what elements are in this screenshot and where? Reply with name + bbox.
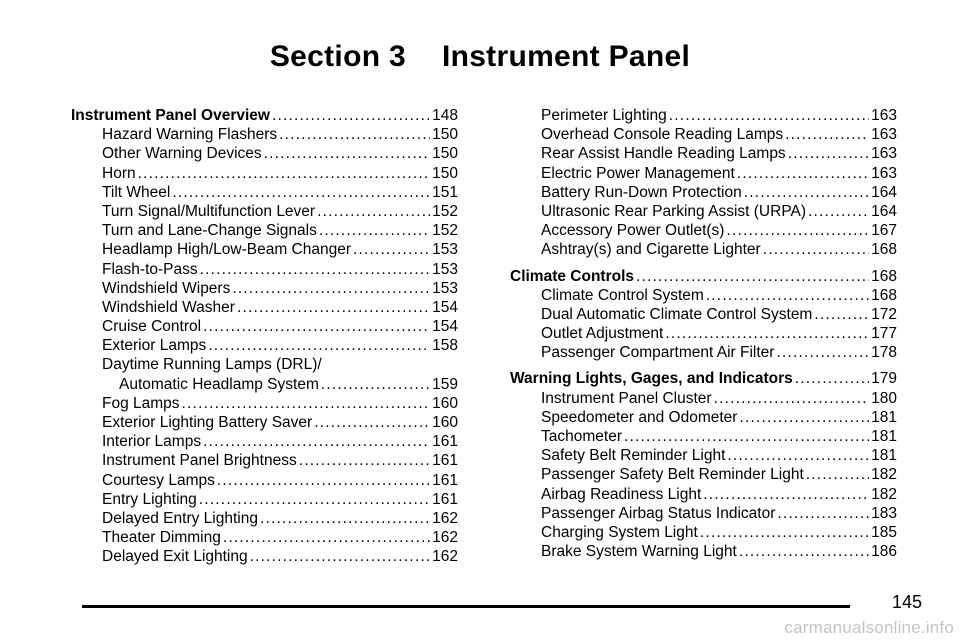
- toc-entry[interactable]: [510, 286, 897, 305]
- toc-page-number: 160: [432, 414, 458, 431]
- toc-entry[interactable]: [71, 547, 458, 566]
- dot-leader: [317, 202, 430, 221]
- toc-page-number: 181: [871, 447, 897, 465]
- toc-page-number: 150: [432, 126, 458, 144]
- toc-page-number: 163: [871, 107, 897, 124]
- toc-entry-title: Exterior Lighting Battery Saver: [102, 414, 313, 431]
- dot-leader: [700, 523, 869, 542]
- section-title: [0, 40, 960, 74]
- toc-heading[interactable]: [510, 369, 897, 388]
- dot-leader: [272, 106, 430, 125]
- toc-entry-title: Courtesy Lamps: [102, 471, 215, 489]
- toc-entry-title: Automatic Headlamp System: [119, 375, 319, 393]
- dot-leader: [217, 471, 430, 490]
- toc-entry[interactable]: [71, 336, 458, 355]
- toc-heading[interactable]: [71, 106, 458, 125]
- dot-leader: [208, 336, 430, 355]
- toc-entry-title: Warning Lights, Gages, and Indicators: [510, 370, 793, 388]
- toc-entry-title: Instrument Panel Overview: [71, 107, 270, 124]
- toc-column-left: [71, 106, 458, 567]
- dot-leader: [319, 221, 430, 240]
- dot-leader: [314, 413, 430, 432]
- toc-entry[interactable]: [510, 408, 897, 427]
- toc-page-number: 153: [432, 241, 458, 259]
- toc-entry-title: Horn: [102, 164, 136, 182]
- toc-entry-title: Interior Lamps: [102, 433, 202, 451]
- toc-page-number: 185: [871, 523, 897, 541]
- toc-entry[interactable]: [510, 324, 897, 343]
- toc-page-number: 183: [871, 504, 897, 522]
- toc-entry[interactable]: [510, 106, 897, 125]
- toc-entry[interactable]: [71, 279, 458, 298]
- toc-entry-title: Passenger Safety Belt Reminder Light: [541, 466, 804, 484]
- toc-entry-title: Accessory Power Outlet(s): [541, 222, 725, 240]
- toc-page-number: 150: [432, 164, 458, 182]
- toc-entry-title: Battery Run-Down Protection: [541, 183, 742, 201]
- dot-leader: [744, 183, 869, 202]
- toc-entry[interactable]: [510, 542, 897, 561]
- dot-leader: [703, 485, 869, 504]
- toc-entry-title: Electric Power Management: [541, 164, 735, 182]
- toc-entry-title: Overhead Console Reading Lamps: [541, 126, 784, 144]
- dot-leader: [636, 267, 869, 286]
- toc-page-number: 153: [432, 279, 458, 297]
- toc-entry[interactable]: [71, 183, 458, 202]
- toc-page-number: 163: [871, 126, 897, 144]
- toc-page-number: 182: [871, 466, 897, 484]
- watermark: carmanualsonline.info: [784, 618, 954, 637]
- dot-leader: [172, 183, 430, 202]
- toc-entry[interactable]: [71, 144, 458, 163]
- toc-page-number: 161: [432, 433, 458, 451]
- toc-entry-title: Cruise Control: [102, 318, 202, 336]
- dot-leader: [727, 446, 869, 465]
- page-number: 145: [891, 592, 922, 612]
- toc-page-number: 154: [432, 318, 458, 336]
- toc-entry-title: Dual Automatic Climate Control System: [541, 305, 813, 323]
- toc-page-number: 163: [871, 164, 897, 182]
- toc-entry[interactable]: [71, 451, 458, 470]
- toc-entry[interactable]: [510, 305, 897, 324]
- toc-entry[interactable]: [510, 389, 897, 408]
- dot-leader: [138, 164, 431, 183]
- toc-entry[interactable]: [71, 413, 458, 432]
- toc-entry[interactable]: [71, 471, 458, 490]
- toc-entry-title: Theater Dimming: [102, 529, 221, 547]
- toc-page-number: 162: [432, 548, 458, 566]
- toc-entry-title: Turn Signal/Multifunction Lever: [102, 202, 316, 220]
- toc-entry[interactable]: [510, 240, 897, 259]
- toc-entry[interactable]: [510, 164, 897, 183]
- dot-leader: [203, 432, 430, 451]
- toc-entry[interactable]: [71, 509, 458, 528]
- dot-leader: [785, 125, 869, 144]
- toc-entry[interactable]: [510, 183, 897, 202]
- dot-leader: [739, 408, 869, 427]
- toc-entry-title: Perimeter Lighting: [541, 107, 667, 124]
- toc-entry-title: Brake System Warning Light: [541, 543, 737, 561]
- section-name: Instrument Panel: [441, 40, 691, 73]
- dot-leader: [763, 240, 869, 259]
- toc-entry-title: Flash-to-Pass: [102, 260, 198, 278]
- dot-leader: [669, 106, 869, 125]
- dot-leader: [706, 286, 869, 305]
- toc-page-number: 152: [432, 202, 458, 220]
- toc-entry[interactable]: [510, 427, 897, 446]
- toc-page-number: 181: [871, 428, 897, 445]
- toc-entry[interactable]: [71, 394, 458, 413]
- toc-entry[interactable]: [71, 432, 458, 451]
- toc-page-number: 186: [871, 543, 897, 561]
- dot-leader: [182, 394, 431, 413]
- toc-entry-title: Ultrasonic Rear Parking Assist (URPA): [541, 202, 807, 220]
- toc-page-number: 168: [871, 286, 897, 304]
- toc-page-number: 160: [432, 394, 458, 412]
- toc-entry-title: Other Warning Devices: [102, 145, 262, 163]
- toc-page-number: 179: [871, 370, 897, 388]
- dot-leader: [232, 279, 430, 298]
- toc-entry-title: Fog Lamps: [102, 394, 180, 412]
- toc-entry[interactable]: [510, 343, 897, 362]
- toc-entry[interactable]: [71, 375, 458, 394]
- toc-entry-title: Safety Belt Reminder Light: [541, 447, 726, 465]
- dot-leader: [624, 427, 869, 446]
- dot-leader: [299, 451, 430, 470]
- toc-page-number: 151: [432, 183, 458, 201]
- toc-entry-title: Hazard Warning Flashers: [102, 126, 278, 144]
- toc-entry-title: Exterior Lamps: [102, 337, 207, 355]
- dot-leader: [321, 375, 430, 394]
- toc-entry-title: Instrument Panel Cluster: [541, 389, 712, 407]
- toc-entry[interactable]: [510, 465, 897, 484]
- toc-entry-title: Speedometer and Odometer: [541, 408, 738, 426]
- toc-entry[interactable]: [71, 317, 458, 336]
- toc-entry[interactable]: [510, 485, 897, 504]
- toc-entry-title: Rear Assist Handle Reading Lamps: [541, 145, 786, 163]
- footer-rule: [82, 605, 850, 608]
- toc-entry-title: Headlamp High/Low-Beam Changer: [102, 241, 351, 259]
- toc-entry-title: Delayed Exit Lighting: [102, 548, 248, 566]
- dot-leader: [806, 465, 869, 484]
- toc-page-number: 161: [432, 471, 458, 489]
- toc-entry-title: Climate Control System: [541, 286, 704, 304]
- toc-entry-title: Turn and Lane-Change Signals: [102, 222, 317, 240]
- toc-entry[interactable]: [71, 355, 458, 374]
- dot-leader: [203, 317, 430, 336]
- dot-leader: [260, 509, 430, 528]
- toc-page-number: 164: [871, 183, 897, 201]
- toc-entry-title: Climate Controls: [510, 267, 635, 285]
- toc-entry[interactable]: [510, 504, 897, 523]
- toc-page-number: 152: [432, 222, 458, 240]
- toc-entry-title: Windshield Wipers: [102, 279, 231, 297]
- toc-page-number: 153: [432, 260, 458, 278]
- dot-leader: [788, 144, 869, 163]
- toc-page-number: 172: [871, 305, 897, 323]
- dot-leader: [808, 202, 869, 221]
- toc-page-number: 161: [432, 452, 458, 470]
- toc-entry[interactable]: [510, 202, 897, 221]
- toc-entry[interactable]: [71, 202, 458, 221]
- toc-entry-title: Daytime Running Lamps (DRL)/: [102, 356, 322, 374]
- toc-entry-title: Charging System Light: [541, 523, 698, 541]
- toc-page-number: 168: [871, 241, 897, 259]
- toc-heading[interactable]: [510, 267, 897, 286]
- toc-page-number: 161: [432, 490, 458, 508]
- toc-page-number: 167: [871, 222, 897, 240]
- dot-leader: [777, 504, 869, 523]
- dot-leader: [726, 221, 869, 240]
- dot-leader: [353, 240, 430, 259]
- toc-entry[interactable]: [510, 221, 897, 240]
- toc-page-number: 163: [871, 145, 897, 163]
- toc-entry[interactable]: [71, 260, 458, 279]
- toc-entry[interactable]: [510, 523, 897, 542]
- toc-entry-title: Passenger Airbag Status Indicator: [541, 504, 776, 522]
- toc-entry-title: Entry Lighting: [102, 490, 197, 508]
- toc-page-number: 180: [871, 389, 897, 407]
- dot-leader: [264, 144, 430, 163]
- toc-entry[interactable]: [71, 125, 458, 144]
- toc-entry[interactable]: [71, 490, 458, 509]
- toc-page-number: 168: [871, 267, 897, 285]
- toc-page-number: 148: [432, 107, 458, 124]
- toc-page-number: 159: [432, 375, 458, 393]
- toc-entry-title: Ashtray(s) and Cigarette Lighter: [541, 241, 761, 259]
- dot-leader: [250, 547, 431, 566]
- toc-entry-title: Outlet Adjustment: [541, 325, 664, 343]
- dot-leader: [737, 164, 869, 183]
- dot-leader: [199, 490, 430, 509]
- toc-entry-title: Delayed Entry Lighting: [102, 509, 258, 527]
- toc-entry-title: Passenger Compartment Air Filter: [541, 344, 775, 362]
- toc-page-number: 162: [432, 509, 458, 527]
- toc-entry-title: Windshield Washer: [102, 298, 235, 316]
- toc-entry[interactable]: [510, 125, 897, 144]
- dot-leader: [665, 324, 869, 343]
- toc-page-number: 154: [432, 298, 458, 316]
- toc-entry-title: Instrument Panel Brightness: [102, 452, 297, 470]
- toc-entry-title: Tilt Wheel: [102, 183, 171, 201]
- dot-leader: [814, 305, 869, 324]
- dot-leader: [200, 260, 431, 279]
- toc-column-right: [510, 106, 897, 561]
- toc-entry[interactable]: [71, 164, 458, 183]
- dot-leader: [739, 542, 869, 561]
- toc-entry[interactable]: [510, 144, 897, 163]
- toc-entry[interactable]: [71, 528, 458, 547]
- dot-leader: [776, 343, 869, 362]
- section-number: Section 3: [269, 40, 406, 73]
- toc-entry[interactable]: [71, 221, 458, 240]
- dot-leader: [795, 369, 869, 388]
- toc-entry-title: Airbag Readiness Light: [541, 485, 702, 503]
- toc-page-number: 164: [871, 202, 897, 220]
- toc-page-number: 150: [432, 145, 458, 163]
- toc-page-number: 158: [432, 337, 458, 355]
- toc-entry[interactable]: [510, 446, 897, 465]
- toc-page-number: 182: [871, 485, 897, 503]
- dot-leader: [279, 125, 430, 144]
- toc-entry[interactable]: [71, 298, 458, 317]
- toc-page-number: 178: [871, 344, 897, 362]
- dot-leader: [714, 389, 870, 408]
- dot-leader: [223, 528, 430, 547]
- toc-page-number: 181: [871, 408, 897, 426]
- toc-page-number: 177: [871, 325, 897, 343]
- dot-leader: [237, 298, 430, 317]
- toc-entry[interactable]: [71, 240, 458, 259]
- toc-page-number: 162: [432, 529, 458, 547]
- toc-entry-title: Tachometer: [541, 428, 622, 445]
